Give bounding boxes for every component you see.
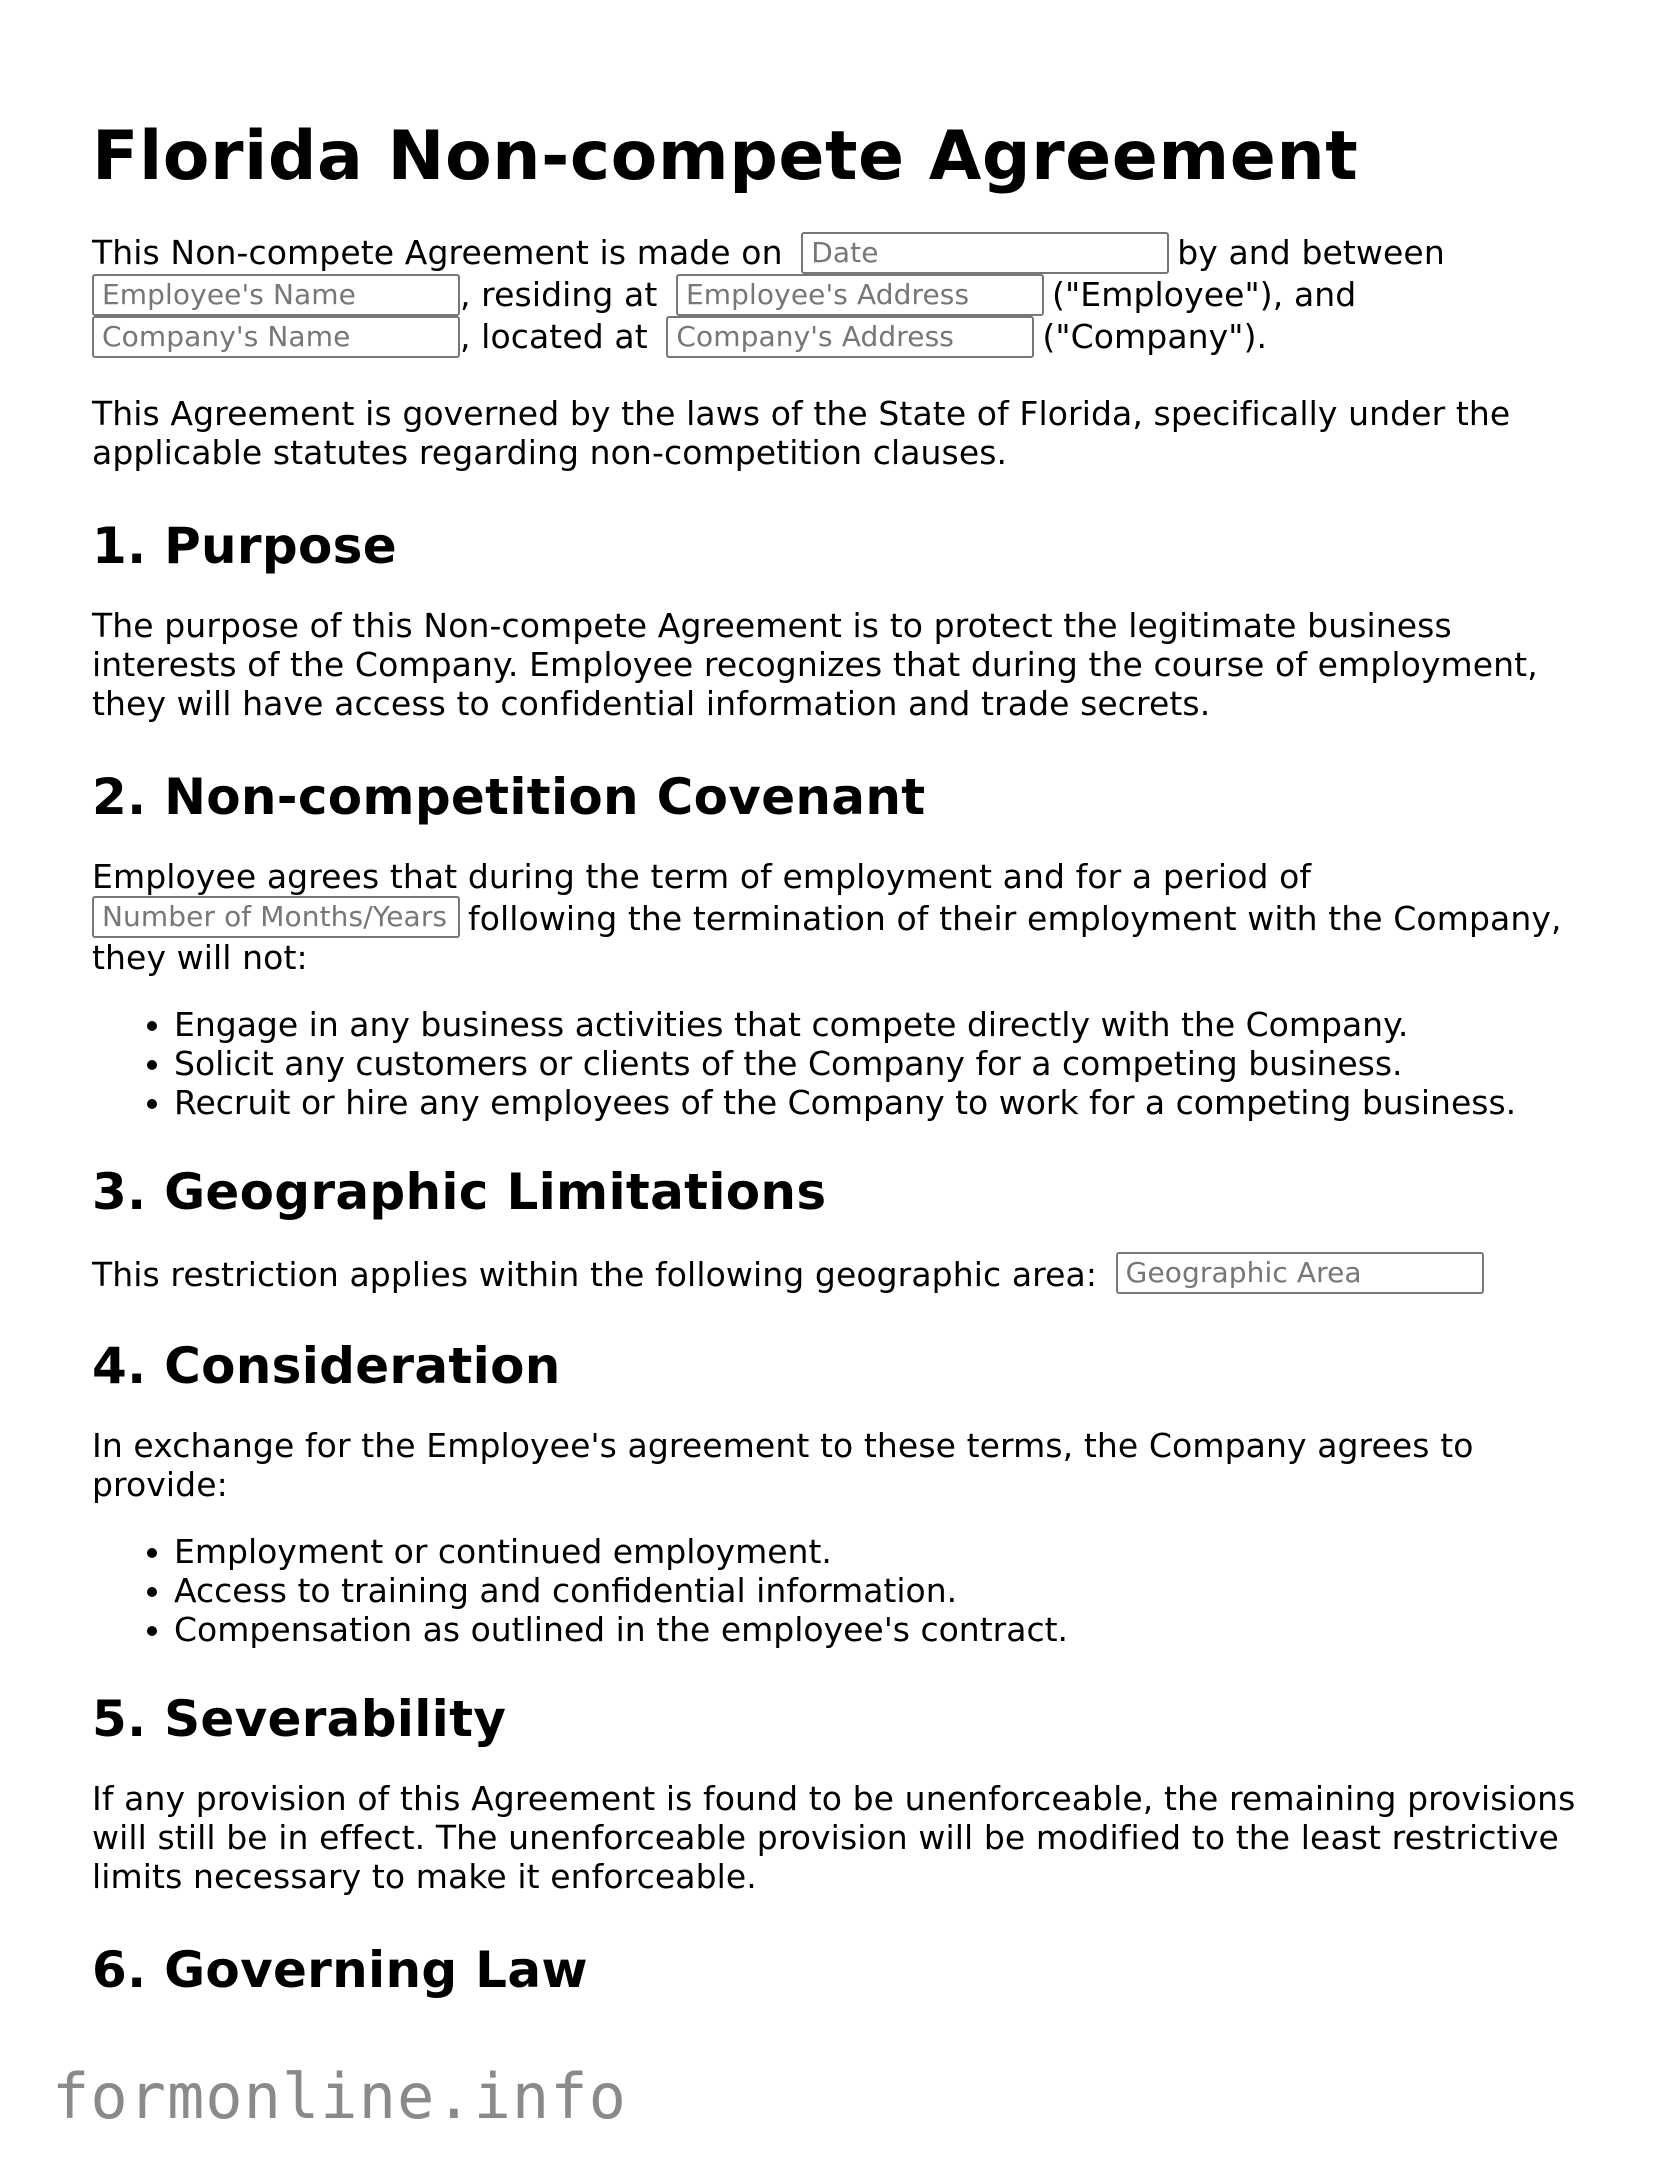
- geographic-area-field[interactable]: Geographic Area: [1116, 1252, 1484, 1294]
- section-severability: [92, 1689, 1592, 1896]
- section-heading: 4. Consideration: [92, 1336, 561, 1395]
- section-heading: 2. Non-competition Covenant: [92, 767, 926, 826]
- consideration-list: [92, 1532, 1592, 1649]
- section-heading: 3. Geographic Limitations: [92, 1162, 827, 1221]
- intro-text-4: ("Employee"), and: [1052, 274, 1357, 314]
- company-address-field[interactable]: Company's Address: [666, 316, 1034, 358]
- covenant-list: [92, 1005, 1592, 1122]
- page-title: Florida Non-compete Agreement: [92, 117, 1359, 196]
- intro-paragraph: [92, 232, 1592, 358]
- governing-statement: This Agreement is governed by the laws of the State of Florida, specifically under the applicable statutes regarding non-competition clauses.: [92, 393, 1511, 472]
- list-item: • Employment or continued employment.: [174, 1532, 1592, 1571]
- covenant-text-2: following the termination of their employment with the Company, they will not:: [92, 898, 1562, 977]
- employee-address-field[interactable]: Employee's Address: [676, 274, 1044, 316]
- section-body: In exchange for the Employee's agreement to these terms, the Company agrees to provide:: [92, 1425, 1474, 1504]
- intro-text-1: This Non-compete Agreement is made on: [92, 232, 783, 272]
- section-heading: 1. Purpose: [92, 516, 397, 575]
- section-body: [92, 1252, 1592, 1294]
- list-item: • Recruit or hire any employees of the Company to work for a competing business.: [174, 1083, 1592, 1122]
- section-body: If any provision of this Agreement is found to be unenforceable, the remaining provisions will still be in effect. The unenforceable provision will be modified to the least restrictive limits necessary to make it enforceable.: [92, 1778, 1576, 1896]
- section-body: [92, 857, 1592, 977]
- intro-text-6: ("Company").: [1042, 316, 1268, 356]
- section-purpose: [92, 516, 1592, 723]
- geographic-text: This restriction applies within the following geographic area:: [92, 1254, 1098, 1294]
- covenant-text-1: Employee agrees that during the term of employment and for a period of: [92, 856, 1312, 896]
- section-heading: 6. Governing Law: [92, 1940, 588, 1999]
- section-covenant: [92, 767, 1592, 1122]
- section-governing-law: [92, 1940, 1592, 2000]
- section-consideration: [92, 1336, 1592, 1649]
- section-heading: 5. Severability: [92, 1689, 507, 1748]
- intro-text-3: , residing at: [460, 274, 658, 314]
- company-name-field[interactable]: Company's Name: [92, 316, 460, 358]
- section-body: The purpose of this Non-compete Agreement is to protect the legitimate business interests of the Company. Employee recognizes that during the course of employment, they will have access to confidential information and trade secrets.: [92, 605, 1538, 723]
- list-item: • Solicit any customers or clients of the Company for a competing business.: [174, 1044, 1592, 1083]
- list-item: • Engage in any business activities that compete directly with the Company.: [174, 1005, 1592, 1044]
- document-page: [92, 100, 1592, 2030]
- list-item: • Compensation as outlined in the employee's contract.: [174, 1610, 1592, 1649]
- period-field[interactable]: Number of Months/Years: [92, 896, 460, 938]
- list-item: • Access to training and confidential information.: [174, 1571, 1592, 1610]
- employee-name-field[interactable]: Employee's Name: [92, 274, 460, 316]
- date-field[interactable]: Date: [801, 232, 1169, 274]
- section-geographic: [92, 1162, 1592, 1294]
- intro-text-2: by and between: [1177, 232, 1445, 272]
- watermark: formonline.info: [52, 2060, 627, 2133]
- intro-text-5: , located at: [460, 316, 648, 356]
